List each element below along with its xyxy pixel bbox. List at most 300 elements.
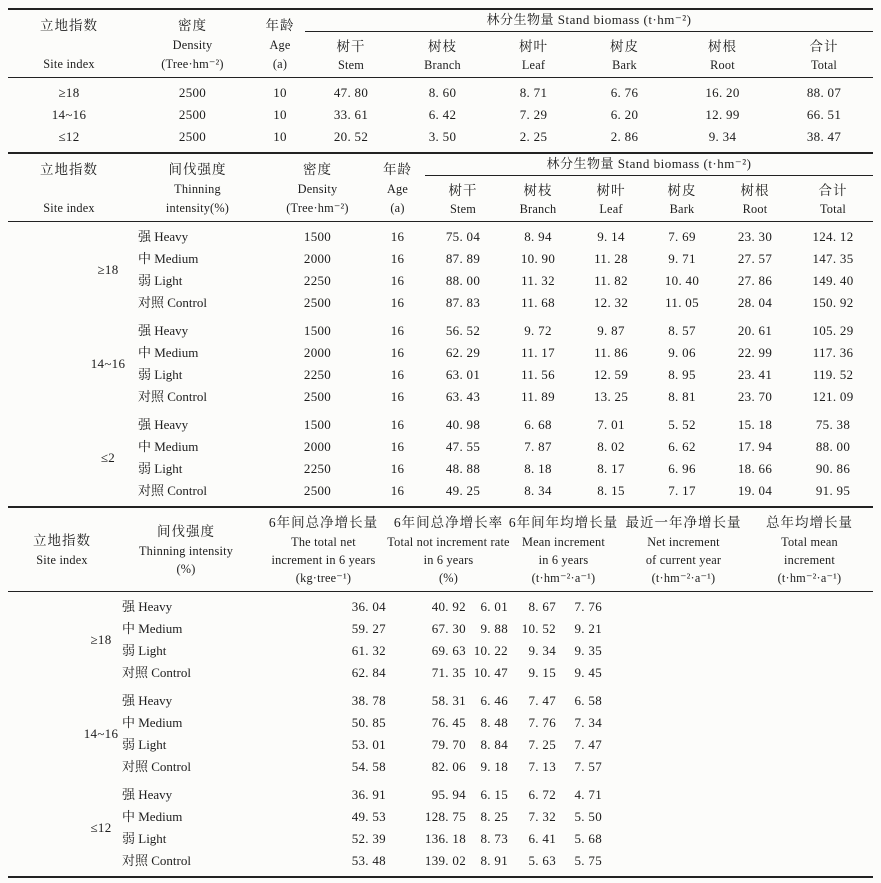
cell-total-net-increment-6y: 52. 39 [351, 831, 386, 846]
cell-thinning-label: 中 Medium [122, 621, 183, 636]
cell-leaf: 7. 29 [519, 107, 548, 122]
cell-branch: 8. 18 [524, 461, 552, 476]
cell-bark: 6. 20 [610, 107, 639, 122]
cell-age: 16 [390, 367, 405, 382]
table-row [130, 226, 873, 248]
table-row [116, 712, 873, 734]
col-header-bark-en: Bark [612, 58, 637, 72]
col-header-stem-zh: 树干 [448, 183, 478, 198]
site-group-label: ≥18 [90, 632, 112, 647]
col-header-leaf-zh: 树叶 [596, 183, 626, 198]
col-header-net-increment-current-year-line4: (t·hm⁻²·a⁻¹) [651, 571, 716, 585]
col-header-total-net-increment-6y [256, 510, 391, 589]
cell-mean-increment-6y: 8. 48 [480, 715, 508, 730]
cell-net-increment-current-year: 9. 15 [528, 665, 556, 680]
cell-net-increment-current-year: 9. 34 [528, 643, 556, 658]
group-rows [116, 596, 873, 684]
cell-leaf: 11. 86 [594, 345, 628, 360]
col-header-net-increment-current-year-line3: of current year [645, 553, 722, 567]
cell-total: 119. 52 [812, 367, 854, 382]
cell-total-mean-increment: 7. 34 [574, 715, 602, 730]
cell-age: 10 [273, 129, 287, 144]
cell-bark: 5. 52 [668, 417, 696, 432]
col-header-site-index-zh: 立地指数 [40, 18, 98, 33]
cell-density: 2500 [178, 107, 207, 122]
cell-total-net-increment-6y: 53. 48 [351, 853, 386, 868]
table-row [116, 690, 873, 712]
cell-total-mean-increment: 5. 68 [574, 831, 602, 846]
cell-branch: 9. 72 [524, 323, 552, 338]
cell-density: 2000 [303, 345, 332, 360]
site-group [8, 226, 873, 314]
table-row [130, 414, 873, 436]
cell-site-index: ≥18 [58, 85, 80, 100]
cell-age: 16 [390, 439, 405, 454]
table3-header [8, 508, 873, 592]
col-header-total-net-increment-rate-6y-line2: Total not increment rate [387, 535, 510, 549]
col-header-total [793, 179, 873, 217]
cell-age: 10 [273, 107, 287, 122]
cell-total-mean-increment: 9. 35 [574, 643, 602, 658]
cell-site-index: ≤12 [58, 129, 80, 144]
col-header-bark [647, 179, 717, 217]
col-header-branch-zh: 树枝 [523, 183, 553, 198]
col-header-stem-en: Stem [337, 58, 365, 72]
cell-density: 2250 [303, 273, 332, 288]
cell-total-net-increment-rate-6y: 69. 63 [431, 643, 466, 658]
cell-branch: 3. 50 [428, 129, 457, 144]
stand-biomass-column-group [425, 154, 873, 221]
cell-stem: 75. 04 [445, 229, 481, 244]
col-header-thinning-en1: Thinning [174, 182, 221, 196]
cell-net-increment-current-year: 7. 25 [528, 737, 556, 752]
cell-site-index [8, 690, 119, 778]
cell-leaf: 12. 32 [593, 295, 629, 310]
cell-stem: 63. 43 [445, 389, 481, 404]
cell-total-mean-increment: 7. 76 [574, 599, 602, 614]
col-header-total-net-increment-6y-line1: 6年间总净增长量 [268, 515, 379, 530]
cell-root: 18. 66 [737, 461, 773, 476]
cell-root: 23. 70 [737, 389, 773, 404]
cell-leaf: 2. 25 [519, 129, 548, 144]
cell-total: 88. 00 [815, 439, 851, 454]
cell-thinning-label: 中 Medium [138, 251, 199, 266]
cell-stem: 87. 89 [445, 251, 481, 266]
cell-total-net-increment-rate-6y: 40. 92 [431, 599, 466, 614]
cell-density: 1500 [303, 323, 332, 338]
cell-branch: 11. 17 [521, 345, 555, 360]
cell-stem: 56. 52 [445, 323, 481, 338]
site-group [8, 784, 873, 872]
cell-density: 2250 [303, 461, 332, 476]
col-header-density-zh: 密度 [303, 162, 332, 177]
cell-age: 16 [390, 273, 405, 288]
site-group [8, 414, 873, 502]
col-header-total-mean-increment-line2: Total mean [781, 535, 838, 549]
table-row [130, 458, 873, 480]
col-header-total-en: Total [810, 58, 838, 72]
cell-total-net-increment-6y: 49. 53 [351, 809, 386, 824]
table-row [130, 364, 873, 386]
col-header-branch-en: Branch [424, 58, 461, 72]
cell-mean-increment-6y: 9. 88 [480, 621, 508, 636]
table1-header [8, 10, 873, 78]
cell-leaf: 8. 02 [597, 439, 625, 454]
cell-leaf: 11. 82 [594, 273, 628, 288]
cell-total-net-increment-6y: 38. 78 [351, 693, 386, 708]
col-header-total-net-increment-rate-6y-line3: in 6 years [423, 553, 474, 567]
site-group-label: ≥18 [97, 262, 119, 277]
cell-age: 16 [390, 229, 405, 244]
cell-total-mean-increment: 9. 45 [574, 665, 602, 680]
cell-total-mean-increment: 4. 71 [574, 787, 602, 802]
cell-density: 2500 [303, 389, 332, 404]
col-header-branch [397, 35, 488, 73]
cell-root: 20. 61 [737, 323, 773, 338]
cell-total-net-increment-rate-6y: 136. 18 [424, 831, 466, 846]
cell-bark: 8. 57 [668, 323, 696, 338]
cell-stem: 33. 61 [333, 107, 369, 122]
col-header-net-increment-current-year-line2: Net increment [647, 535, 720, 549]
col-header-site-index-line1: 立地指数 [33, 533, 91, 548]
biomass-subheaders [305, 32, 873, 77]
col-header-thinning-en2: intensity(%) [165, 201, 230, 215]
col-header-total-net-increment-rate-6y-line1: 6年间总净增长率 [393, 515, 504, 530]
group-rows [116, 784, 873, 872]
cell-density: 2500 [178, 129, 207, 144]
cell-total-mean-increment: 7. 47 [574, 737, 602, 752]
cell-branch: 8. 34 [524, 483, 552, 498]
cell-bark: 8. 81 [668, 389, 696, 404]
cell-branch: 8. 60 [428, 85, 457, 100]
cell-total-net-increment-6y: 61. 32 [351, 643, 386, 658]
col-header-branch-en: Branch [519, 202, 557, 216]
cell-bark: 2. 86 [610, 129, 639, 144]
col-header-age-en: Age [269, 38, 291, 52]
col-header-age-zh: 年龄 [383, 162, 412, 177]
cell-thinning-label: 对照 Control [122, 853, 191, 868]
cell-branch: 11. 56 [521, 367, 555, 382]
cell-total-net-increment-rate-6y: 128. 75 [424, 809, 466, 824]
cell-bark: 11. 05 [665, 295, 699, 310]
col-header-age-unit: (a) [272, 57, 288, 71]
cell-thinning-label: 弱 Light [138, 367, 183, 382]
cell-bark: 7. 69 [668, 229, 696, 244]
cell-net-increment-current-year: 8. 67 [528, 599, 556, 614]
cell-branch: 6. 68 [524, 417, 552, 432]
col-header-stem-en: Stem [449, 202, 477, 216]
cell-total: 75. 38 [815, 417, 851, 432]
table-row [130, 292, 873, 314]
cell-site-index [8, 596, 116, 684]
table-row [130, 320, 873, 342]
cell-total: 124. 12 [812, 229, 854, 244]
col-header-age [255, 10, 305, 77]
col-header-total-zh: 合计 [809, 39, 839, 54]
cell-total-net-increment-6y: 36. 04 [351, 599, 386, 614]
col-header-stem-zh: 树干 [336, 39, 366, 54]
col-header-root [670, 35, 775, 73]
cell-mean-increment-6y: 8. 84 [480, 737, 508, 752]
col-header-mean-increment-6y-line4: (t·hm⁻²·a⁻¹) [531, 571, 596, 585]
table-row [116, 618, 873, 640]
cell-bark: 9. 06 [668, 345, 696, 360]
cell-thinning-label: 弱 Light [138, 461, 183, 476]
cell-bark: 9. 71 [668, 251, 696, 266]
cell-total-net-increment-6y: 54. 58 [351, 759, 386, 774]
table-row [8, 82, 873, 104]
cell-branch: 6. 42 [428, 107, 457, 122]
col-header-thinning-zh: 间伐强度 [168, 162, 227, 177]
cell-net-increment-current-year: 6. 72 [528, 787, 556, 802]
col-header-leaf [575, 179, 647, 217]
cell-leaf: 7. 01 [597, 417, 625, 432]
cell-mean-increment-6y: 8. 25 [480, 809, 508, 824]
site-group-label: 14~16 [83, 726, 119, 741]
cell-mean-increment-6y: 6. 01 [480, 599, 508, 614]
col-header-thinning-intensity-line2: Thinning intensity [138, 544, 234, 558]
table-row [8, 126, 873, 148]
col-header-leaf-en: Leaf [599, 202, 623, 216]
table1-body [8, 78, 873, 152]
cell-stem: 49. 25 [445, 483, 481, 498]
cell-total-net-increment-rate-6y: 95. 94 [431, 787, 466, 802]
col-header-site-index-line2: Site index [36, 553, 88, 567]
col-header-density-en: Density [297, 182, 338, 196]
biomass-subheaders [425, 176, 873, 221]
col-header-mean-increment-6y-line2: Mean increment [521, 535, 606, 549]
cell-age: 16 [390, 389, 405, 404]
cell-total-net-increment-6y: 53. 01 [351, 737, 386, 752]
site-group [8, 596, 873, 684]
cell-net-increment-current-year: 7. 76 [528, 715, 556, 730]
col-header-total-mean-increment-line1: 总年均增长量 [766, 515, 853, 530]
col-header-leaf-zh: 树叶 [519, 39, 548, 54]
col-header-site-index-zh: 立地指数 [40, 162, 98, 177]
table2-body [8, 222, 873, 506]
col-header-total-zh: 合计 [818, 183, 848, 198]
cell-branch: 10. 90 [520, 251, 556, 266]
cell-leaf: 13. 25 [593, 389, 629, 404]
col-header-total-mean-increment-line4: (t·hm⁻²·a⁻¹) [777, 571, 842, 585]
cell-age: 16 [390, 295, 405, 310]
cell-leaf: 8. 71 [519, 85, 548, 100]
cell-root: 23. 41 [737, 367, 773, 382]
table3-body [8, 592, 873, 876]
cell-thinning-label: 中 Medium [122, 715, 183, 730]
cell-density: 2500 [303, 295, 332, 310]
cell-thinning-label: 强 Heavy [122, 787, 173, 802]
cell-bark: 6. 62 [668, 439, 696, 454]
site-group-label: 14~16 [90, 356, 126, 371]
col-header-stem [305, 35, 397, 73]
cell-leaf: 11. 28 [594, 251, 628, 266]
cell-thinning-label: 强 Heavy [138, 417, 189, 432]
cell-thinning-label: 对照 Control [138, 483, 207, 498]
cell-leaf: 9. 87 [597, 323, 625, 338]
cell-total: 38. 47 [806, 129, 842, 144]
col-header-total-mean-increment [746, 510, 873, 589]
cell-age: 16 [390, 323, 405, 338]
col-header-site-index-en: Site index [43, 201, 95, 215]
cell-total-net-increment-6y: 59. 27 [351, 621, 386, 636]
col-header-total-net-increment-6y-line4: (kg·tree⁻¹) [295, 571, 352, 585]
stand-biomass-column-group [305, 10, 873, 77]
cell-root: 16. 20 [705, 85, 740, 100]
cell-root: 27. 57 [737, 251, 773, 266]
group-rows [130, 414, 873, 502]
cell-total-net-increment-rate-6y: 58. 31 [431, 693, 466, 708]
cell-total-mean-increment: 5. 75 [574, 853, 602, 868]
cell-bark: 8. 95 [668, 367, 696, 382]
col-header-density-unit: (Tree·hm⁻²) [286, 201, 349, 215]
table-row [130, 480, 873, 502]
cell-total-net-increment-6y: 50. 85 [351, 715, 386, 730]
table-row [116, 734, 873, 756]
cell-root: 28. 04 [737, 295, 773, 310]
col-header-mean-increment-6y [506, 510, 621, 589]
col-header-root-en: Root [742, 202, 768, 216]
table-row [130, 386, 873, 408]
cell-stem: 48. 88 [445, 461, 481, 476]
cell-total-mean-increment: 9. 21 [574, 621, 602, 636]
cell-thinning-label: 对照 Control [138, 389, 207, 404]
col-header-net-increment-current-year-line1: 最近一年净增长量 [625, 515, 742, 530]
col-header-total-net-increment-6y-line2: The total net [291, 535, 356, 549]
col-header-net-increment-current-year [621, 510, 746, 589]
cell-total-net-increment-6y: 36. 91 [351, 787, 386, 802]
cell-total: 150. 92 [812, 295, 854, 310]
col-header-density [265, 154, 370, 221]
col-header-bark-zh: 树皮 [667, 183, 697, 198]
cell-age: 10 [273, 85, 287, 100]
cell-net-increment-current-year: 6. 41 [528, 831, 556, 846]
cell-thinning-label: 中 Medium [138, 439, 199, 454]
col-header-total-mean-increment-line3: increment [784, 553, 835, 567]
cell-leaf: 8. 17 [597, 461, 625, 476]
cell-total-net-increment-rate-6y: 76. 45 [431, 715, 466, 730]
cell-total: 147. 35 [812, 251, 854, 266]
cell-stem: 20. 52 [333, 129, 369, 144]
col-header-total-net-increment-6y-line3: increment in 6 years [271, 553, 376, 567]
cell-mean-increment-6y: 6. 46 [480, 693, 508, 708]
table-row [116, 828, 873, 850]
cell-thinning-label: 强 Heavy [138, 229, 189, 244]
table-row [116, 662, 873, 684]
cell-total-net-increment-rate-6y: 79. 70 [431, 737, 466, 752]
cell-root: 17. 94 [737, 439, 773, 454]
cell-net-increment-current-year: 10. 52 [521, 621, 556, 636]
group-rows [116, 690, 873, 778]
col-header-mean-increment-6y-line3: in 6 years [538, 553, 589, 567]
cell-age: 16 [390, 251, 405, 266]
cell-branch: 7. 87 [524, 439, 552, 454]
table-row [8, 104, 873, 126]
table-increment-by-thinning [8, 506, 873, 878]
col-header-density-unit: (Tree·hm⁻²) [161, 57, 224, 71]
col-header-density [130, 10, 255, 77]
col-header-branch [501, 179, 575, 217]
cell-site-index [8, 784, 116, 872]
col-header-root-zh: 树根 [708, 39, 737, 54]
cell-thinning-label: 强 Heavy [122, 599, 173, 614]
cell-thinning-label: 弱 Light [122, 831, 167, 846]
cell-thinning-label: 强 Heavy [122, 693, 173, 708]
cell-bark: 10. 40 [664, 273, 700, 288]
cell-thinning-label: 弱 Light [138, 273, 183, 288]
cell-root: 19. 04 [737, 483, 773, 498]
cell-root: 12. 99 [705, 107, 740, 122]
col-header-stem [425, 179, 501, 217]
col-header-root [717, 179, 793, 217]
col-header-age [370, 154, 425, 221]
cell-stem: 63. 01 [445, 367, 481, 382]
site-group-label: ≤12 [90, 820, 112, 835]
table-row [116, 596, 873, 618]
cell-total-mean-increment: 7. 57 [574, 759, 602, 774]
cell-branch: 11. 68 [521, 295, 555, 310]
cell-mean-increment-6y: 10. 22 [473, 643, 508, 658]
col-header-age-en: Age [386, 182, 409, 196]
cell-site-index: 14~16 [51, 107, 87, 122]
cell-thinning-label: 弱 Light [122, 737, 167, 752]
spanner-stand-biomass: 林分生物量 Stand biomass (t·hm⁻²) [425, 154, 873, 176]
site-group-label: ≤2 [100, 450, 116, 465]
cell-branch: 11. 32 [521, 273, 555, 288]
table-stand-biomass-by-site-index [8, 8, 873, 152]
table-row [116, 784, 873, 806]
cell-net-increment-current-year: 5. 63 [528, 853, 556, 868]
cell-leaf: 8. 15 [597, 483, 625, 498]
col-header-density-zh: 密度 [178, 18, 207, 33]
col-header-age-unit: (a) [390, 201, 405, 215]
col-header-bark-zh: 树皮 [610, 39, 639, 54]
cell-stem: 47. 55 [445, 439, 481, 454]
table2-header [8, 154, 873, 222]
cell-age: 16 [390, 417, 405, 432]
cell-site-index [8, 414, 130, 502]
cell-mean-increment-6y: 10. 47 [473, 665, 508, 680]
col-header-thinning-intensity-line3: (%) [176, 562, 196, 576]
cell-density: 2500 [303, 483, 332, 498]
cell-root: 27. 86 [737, 273, 773, 288]
cell-mean-increment-6y: 8. 73 [480, 831, 508, 846]
cell-total: 91. 95 [815, 483, 851, 498]
cell-net-increment-current-year: 7. 13 [528, 759, 556, 774]
cell-thinning-label: 中 Medium [138, 345, 199, 360]
cell-root: 15. 18 [737, 417, 773, 432]
col-header-thinning-intensity-line1: 间伐强度 [157, 524, 215, 539]
cell-total: 66. 51 [806, 107, 842, 122]
cell-site-index [8, 320, 130, 408]
cell-root: 22. 99 [737, 345, 773, 360]
col-header-thinning-intensity [130, 154, 265, 221]
table-row [116, 756, 873, 778]
col-header-root-en: Root [710, 58, 735, 72]
table-row [116, 806, 873, 828]
cell-net-increment-current-year: 7. 32 [528, 809, 556, 824]
cell-density: 1500 [303, 229, 332, 244]
table-row [130, 248, 873, 270]
spanner-stand-biomass: 林分生物量 Stand biomass (t·hm⁻²) [305, 10, 873, 32]
cell-leaf: 12. 59 [593, 367, 629, 382]
col-header-age-zh: 年龄 [265, 18, 295, 33]
cell-density: 2250 [303, 367, 332, 382]
col-header-total-net-increment-rate-6y-line4: (%) [438, 571, 459, 585]
cell-total-mean-increment: 6. 58 [574, 693, 602, 708]
cell-root: 9. 34 [708, 129, 737, 144]
table-row [130, 270, 873, 292]
